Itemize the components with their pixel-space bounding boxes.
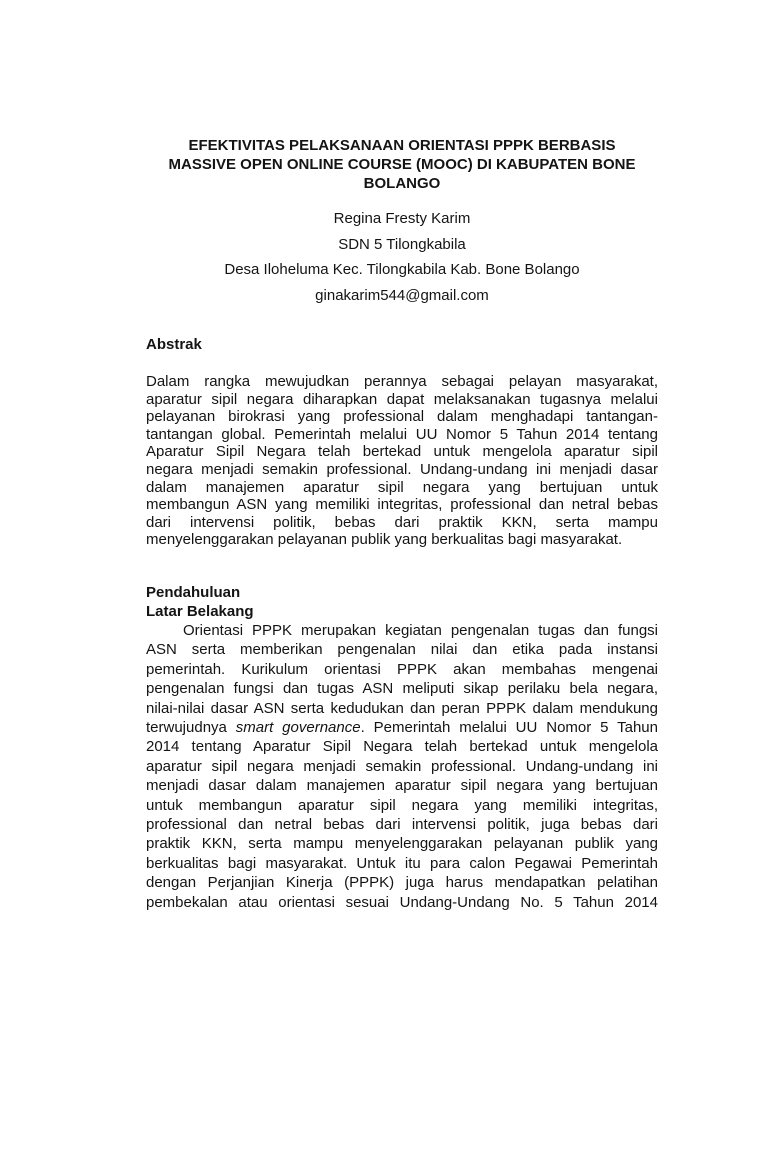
intro-line: nilai-nilai dasar ASN serta kedudukan dan peran PPPK dalam mendukung [146,699,658,717]
author-address: Desa Iloheluma Kec. Tilongkabila Kab. Bone Bolango [224,261,580,278]
intro-line-text: . Pemerintah melalui UU Nomor 5 Tahun [360,718,658,736]
abstract-body [146,373,658,549]
intro-line-smart-governance [146,718,658,737]
title-line-1: EFEKTIVITAS PELAKSANAAN ORIENTASI PPPK BERBASIS [188,137,616,154]
abstract-line: membangun ASN yang memiliki integritas, professional dan netral bebas [146,496,658,514]
intro-line: 2014 tentang Aparatur Sipil Negara telah bertekad untuk mengelola [146,738,658,756]
intro-line: pemerintah. Kurikulum orientasi PPPK akan membahas mengenai [146,660,658,678]
abstract-line: dalam manajemen aparatur sipil negara yang bertujuan untuk [146,478,658,496]
abstract-line: pelayanan birokrasi yang professional dalam menghadapi tantangan- [146,408,658,426]
intro-line: praktik KKN, serta mampu menyelenggarakan pelayanan publik yang [146,835,658,853]
abstract-line: negara menjadi semakin professional. Undang-undang ini menjadi dasar [146,460,658,478]
intro-line: professional dan netral bebas dari intervensi politik, juga bebas dari [146,816,658,833]
intro-line: menjadi dasar dalam manajemen aparatur sipil negara yang bertujuan [146,777,658,795]
abstract-line: aparatur sipil negara diharapkan dapat melaksanakan tugasnya melalui [146,390,658,408]
intro-line: pembekalan atau orientasi sesuai Undang-Undang No. 5 Tahun 2014 [146,893,658,911]
title-line-2: MASSIVE OPEN ONLINE COURSE (MOOC) DI KABUPATEN BONE [168,156,636,173]
title-line-3: BOLANGO [363,175,441,192]
intro-line: Orientasi PPPK merupakan kegiatan pengenalan tugas dan fungsi [183,621,658,639]
author-email: ginakarim544@gmail.com [315,286,489,304]
abstract-line: Dalam rangka mewujudkan perannya sebagai pelayan masyarakat, [146,373,658,390]
intro-line-text: terwujudnya [146,718,236,736]
abstract-line: Aparatur Sipil Negara telah bertekad untuk mengelola aparatur sipil [146,443,658,461]
intro-line: dengan Perjanjian Kinerja (PPPK) juga harus mendapatkan pelatihan [146,874,658,892]
author-institution: SDN 5 Tilongkabila [338,235,466,253]
document-page [0,136,768,1160]
subsection-heading-latar-belakang: Latar Belakang [146,602,254,620]
intro-line: berkualitas bagi masyarakat. Untuk itu para calon Pegawai Pemerintah [146,854,658,872]
abstract-line: menyelenggarakan pelayanan publik yang berkualitas bagi masyarakat. [146,531,623,549]
section-heading-pendahuluan: Pendahuluan [146,583,241,601]
paper-title [146,136,658,193]
abstract-heading: Abstrak [146,336,202,353]
abstract-line: tantangan global. Pemerintah melalui UU Nomor 5 Tahun 2014 tentang [146,425,658,443]
italic-term: smart governance [235,718,361,736]
author-name: Regina Fresty Karim [333,210,471,227]
intro-line: ASN serta memberikan pengenalan nilai dan etika pada instansi [146,641,658,659]
author-block [146,206,658,308]
intro-body [146,621,658,912]
intro-line: pengenalan fungsi dan tugas ASN meliputi sikap perilaku bela negara, [146,680,658,698]
intro-line: untuk membangun aparatur sipil negara yang memiliki integritas, [146,796,658,814]
abstract-line: dari intervensi politik, bebas dari praktik KKN, serta mampu [146,513,658,531]
intro-line: aparatur sipil negara menjadi semakin professional. Undang-undang ini [146,757,658,775]
